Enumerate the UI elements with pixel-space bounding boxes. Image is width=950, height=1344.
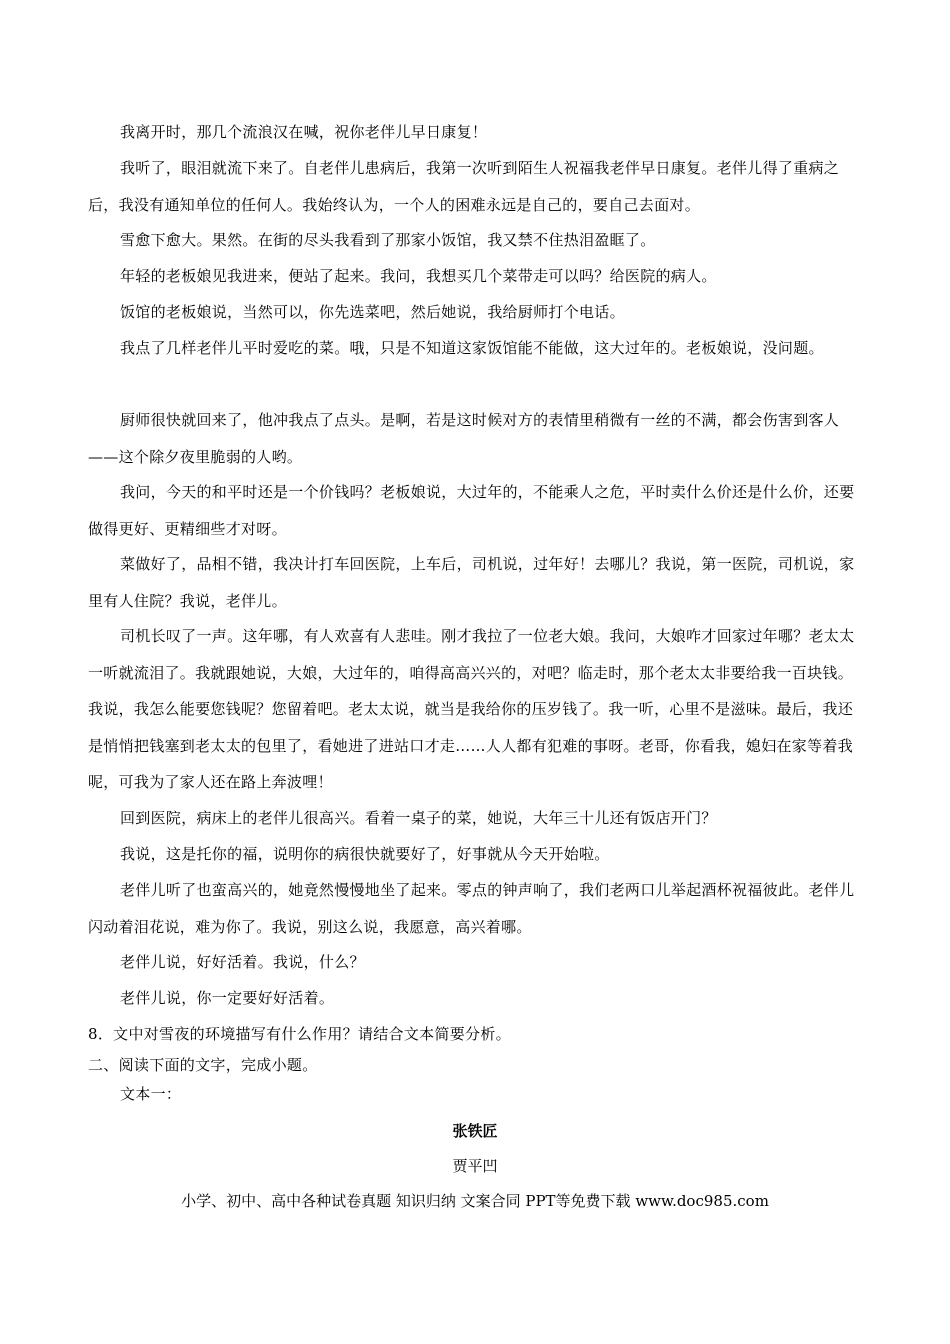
paragraph-2: 我听了，眼泪就流下来了。自老伴儿患病后，我第一次听到陌生人祝福我老伴早日康复。老伴儿得了重病之后，我没有通知单位的任何人。我始终认为，一个人的困难永远是自己的，要自己去面对。 <box>88 159 840 214</box>
paragraph-5: 饭馆的老板娘说，当然可以，你先选菜吧，然后她说，我给厨师打个电话。 <box>120 303 625 321</box>
article-title: 张铁匠 <box>452 1122 498 1140</box>
paragraph-9: 菜做好了，品相不错，我决计打车回医院，上车后，司机说，过年好！去哪儿？我说，第一医院，司机说，家里有人住院？我说，老伴儿。 <box>88 555 855 610</box>
paragraph-3: 雪愈下愈大。果然。在街的尽头我看到了那家小饭馆，我又禁不住热泪盈眶了。 <box>120 231 656 249</box>
section-heading: 二、阅读下面的文字，完成小题。 <box>88 1056 318 1074</box>
paragraph-7: 厨师很快就回来了，他冲我点了点头。是啊，若是这时候对方的表情里稍微有一丝的不满，都会伤害到客人——这个除夕夜里脆弱的人哟。 <box>88 411 840 466</box>
article-author: 贾平凹 <box>452 1157 498 1175</box>
question-8: 8．文中对雪夜的环境描写有什么作用？请结合文本简要分析。 <box>88 1025 511 1043</box>
paragraph-8: 我问，今天的和平时还是一个价钱吗？老板娘说，大过年的，不能乘人之危，平时卖什么价还是什么价，还要做得更好、更精细些才对呀。 <box>88 483 855 538</box>
paragraph-13: 老伴儿听了也蛮高兴的，她竟然慢慢地坐了起来。零点的钟声响了，我们老两口儿举起酒杯祝福彼此。老伴儿闪动着泪花说，难为你了。我说，别这么说，我愿意，高兴着哪。 <box>88 881 855 936</box>
paragraph-1: 我离开时，那几个流浪汉在喊，祝你老伴儿早日康复！ <box>120 123 488 141</box>
paragraph-15: 老伴儿说，你一定要好好活着。 <box>120 989 335 1007</box>
paragraph-6: 我点了几样老伴儿平时爱吃的菜。哦，只是不知道这家饭馆能不能做，这大过年的。老板娘说，没问题。 <box>120 339 824 357</box>
paragraph-11: 回到医院，病床上的老伴儿很高兴。看着一桌子的菜，她说，大年三十儿还有饭店开门？ <box>120 809 717 827</box>
paragraph-4: 年轻的老板娘见我进来，便站了起来。我问，我想买几个菜带走可以吗？给医院的病人。 <box>120 267 717 285</box>
page-footer: 小学、初中、高中各种试卷真题 知识归纳 文案合同 PPT等免费下载 www.doc985.com <box>181 1192 769 1210</box>
text-label: 文本一： <box>120 1085 182 1103</box>
paragraph-10: 司机长叹了一声。这年哪，有人欢喜有人悲哇。刚才我拉了一位老大娘。我问，大娘咋才回家过年哪？老太太一听就流泪了。我就跟她说，大娘，大过年的，咱得高高兴兴的，对吧？临走时，那个老太太非要给我一百块钱。我说，我怎么能要您钱呢？您留着吧。老太太说，就当是我给你的压岁钱了。我一听，心里不是滋味。最后，我还是悄悄把钱塞到老太太的包里了，看她进了进站口才走……人人都有犯难的事呀。老哥，你看我，媳妇在家等着我呢，可我为了家人还在路上奔波哩！ <box>88 627 855 791</box>
paragraph-14: 老伴儿说，好好活着。我说，什么？ <box>120 953 365 971</box>
paragraph-12: 我说，这是托你的福，说明你的病很快就要好了，好事就从今天开始啦。 <box>120 845 610 863</box>
